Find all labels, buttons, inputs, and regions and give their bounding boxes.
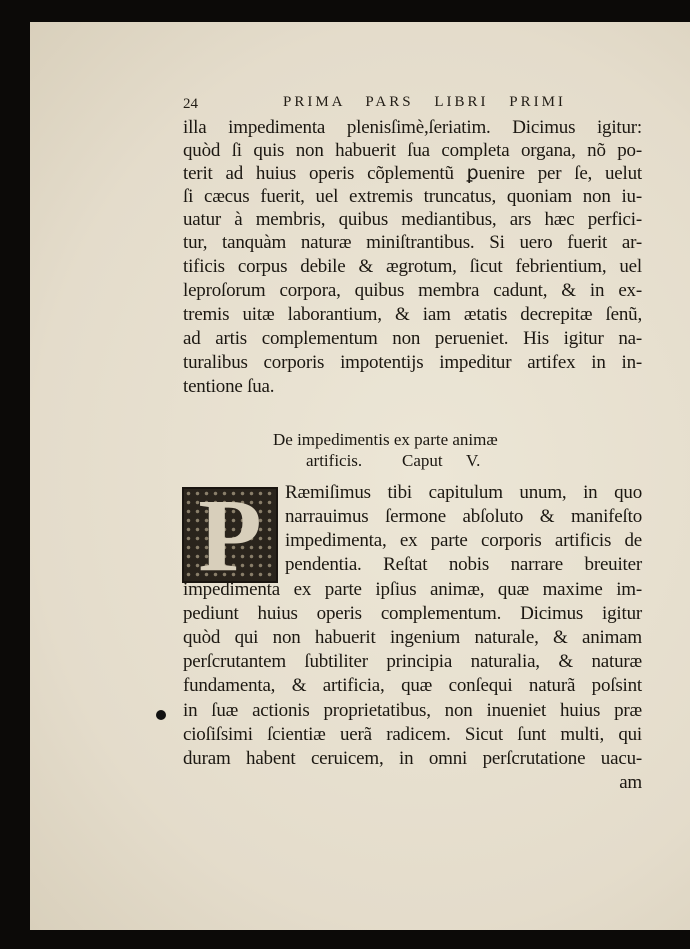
text-line: tur, tanquàm naturæ miniſtrantibus. Si uero fuerit ar- — [183, 232, 642, 253]
text-line: duram habent ceruicem, in omni perſcrutatione uacu- — [183, 748, 642, 769]
text-line: pendentia. Reſtat nobis narrare breuiter — [285, 554, 642, 575]
text-line: impedimenta, ex parte corporis artificis de — [285, 530, 642, 551]
margin-dot-mark — [156, 710, 166, 720]
text-line: tremis uitæ laborantium, & iam ætatis decrepitæ ſenũ, — [183, 304, 642, 325]
text-line: perſcrutantem ſubtiliter principia naturalia, & naturæ — [183, 651, 642, 672]
chapter-heading-artificis: artificis. — [306, 451, 363, 470]
text-line: narrauimus ſermone abſoluto & manifeſto — [285, 506, 642, 527]
text-line: tentione ſua. — [183, 376, 275, 397]
text-line: leproſorum corpora, quibus membra cadunt, & in ex- — [183, 280, 642, 301]
text-line: fundamenta, & artificia, quæ conſequi naturã poſsint — [183, 675, 642, 696]
chapter-heading-number: V. — [466, 451, 481, 470]
text-line: quòd qui non habuerit ingenium naturale, & animam — [183, 627, 642, 648]
text-line: cioſiſsimi ſcientiæ uerã radicem. Sicut ſunt multi, qui — [183, 724, 642, 745]
text-line: in ſuæ actionis proprietatibus, non inueniet huius præ — [183, 700, 642, 721]
text-line: Ræmiſimus tibi capitulum unum, in quo — [285, 482, 642, 503]
chapter-heading-line1: De impedimentis ex parte animæ — [273, 430, 498, 449]
decorated-drop-cap: P — [182, 487, 278, 583]
text-line: quòd ſi quis non habuerit ſua completa organa, nõ po- — [183, 140, 642, 161]
text-line: turalibus corporis impotentijs impeditur artifex in in- — [183, 352, 642, 373]
running-title: PRIMA PARS LIBRI PRIMI — [283, 94, 566, 110]
text-line: terit ad huius operis cõplementũ ꝑuenire per ſe, uelut — [183, 163, 642, 184]
text-line: ad artis complementum non perueniet. His igitur na- — [183, 328, 642, 349]
page-number: 24 — [183, 96, 198, 112]
chapter-heading-caput: Caput — [402, 451, 443, 470]
text-line: impedimenta ex parte ipſius animæ, quæ maxime im- — [183, 579, 642, 600]
text-line: uatur à membris, quibus mediantibus, ars hæc perfici- — [183, 209, 642, 230]
text-line: pediunt huius operis complementum. Dicimus igitur — [183, 603, 642, 624]
text-line: illa impedimenta plenisſimè,ſeriatim. Dicimus igitur: — [183, 117, 642, 138]
text-line: tificis corpus debile & ægrotum, ſicut febrientium, uel — [183, 256, 642, 277]
catchword: am — [619, 772, 642, 793]
text-line: ſi cæcus fuerit, uel extremis truncatus, quoniam non iu- — [183, 186, 642, 207]
